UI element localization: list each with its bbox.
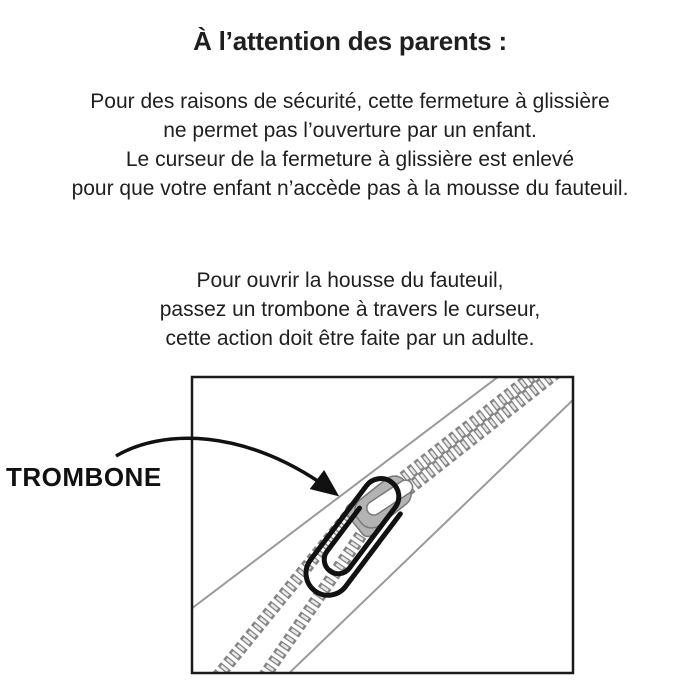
trombone-label: TROMBONE xyxy=(6,462,162,492)
paragraph-line: pour que votre enfant n’accède pas à la mousse du fauteuil. xyxy=(71,177,629,200)
paragraph-line: cette action doit être faite par un adulte. xyxy=(165,327,535,350)
paragraph-line: ne permet pas l’ouverture par un enfant. xyxy=(163,119,537,142)
zipper-drawing xyxy=(150,316,630,700)
paragraph-line: Pour des raisons de sécurité, cette fermeture à glissière xyxy=(90,90,610,113)
zipper-teeth-closed xyxy=(386,316,615,500)
page-title: À l’attention des parents : xyxy=(193,26,507,56)
paragraph-line: Le curseur de la fermeture à glissière est enlevé xyxy=(125,148,575,171)
paragraph-line: Pour ouvrir la housse du fauteuil, xyxy=(196,269,504,292)
paragraph-line: passez un trombone à travers le curseur, xyxy=(159,298,541,321)
